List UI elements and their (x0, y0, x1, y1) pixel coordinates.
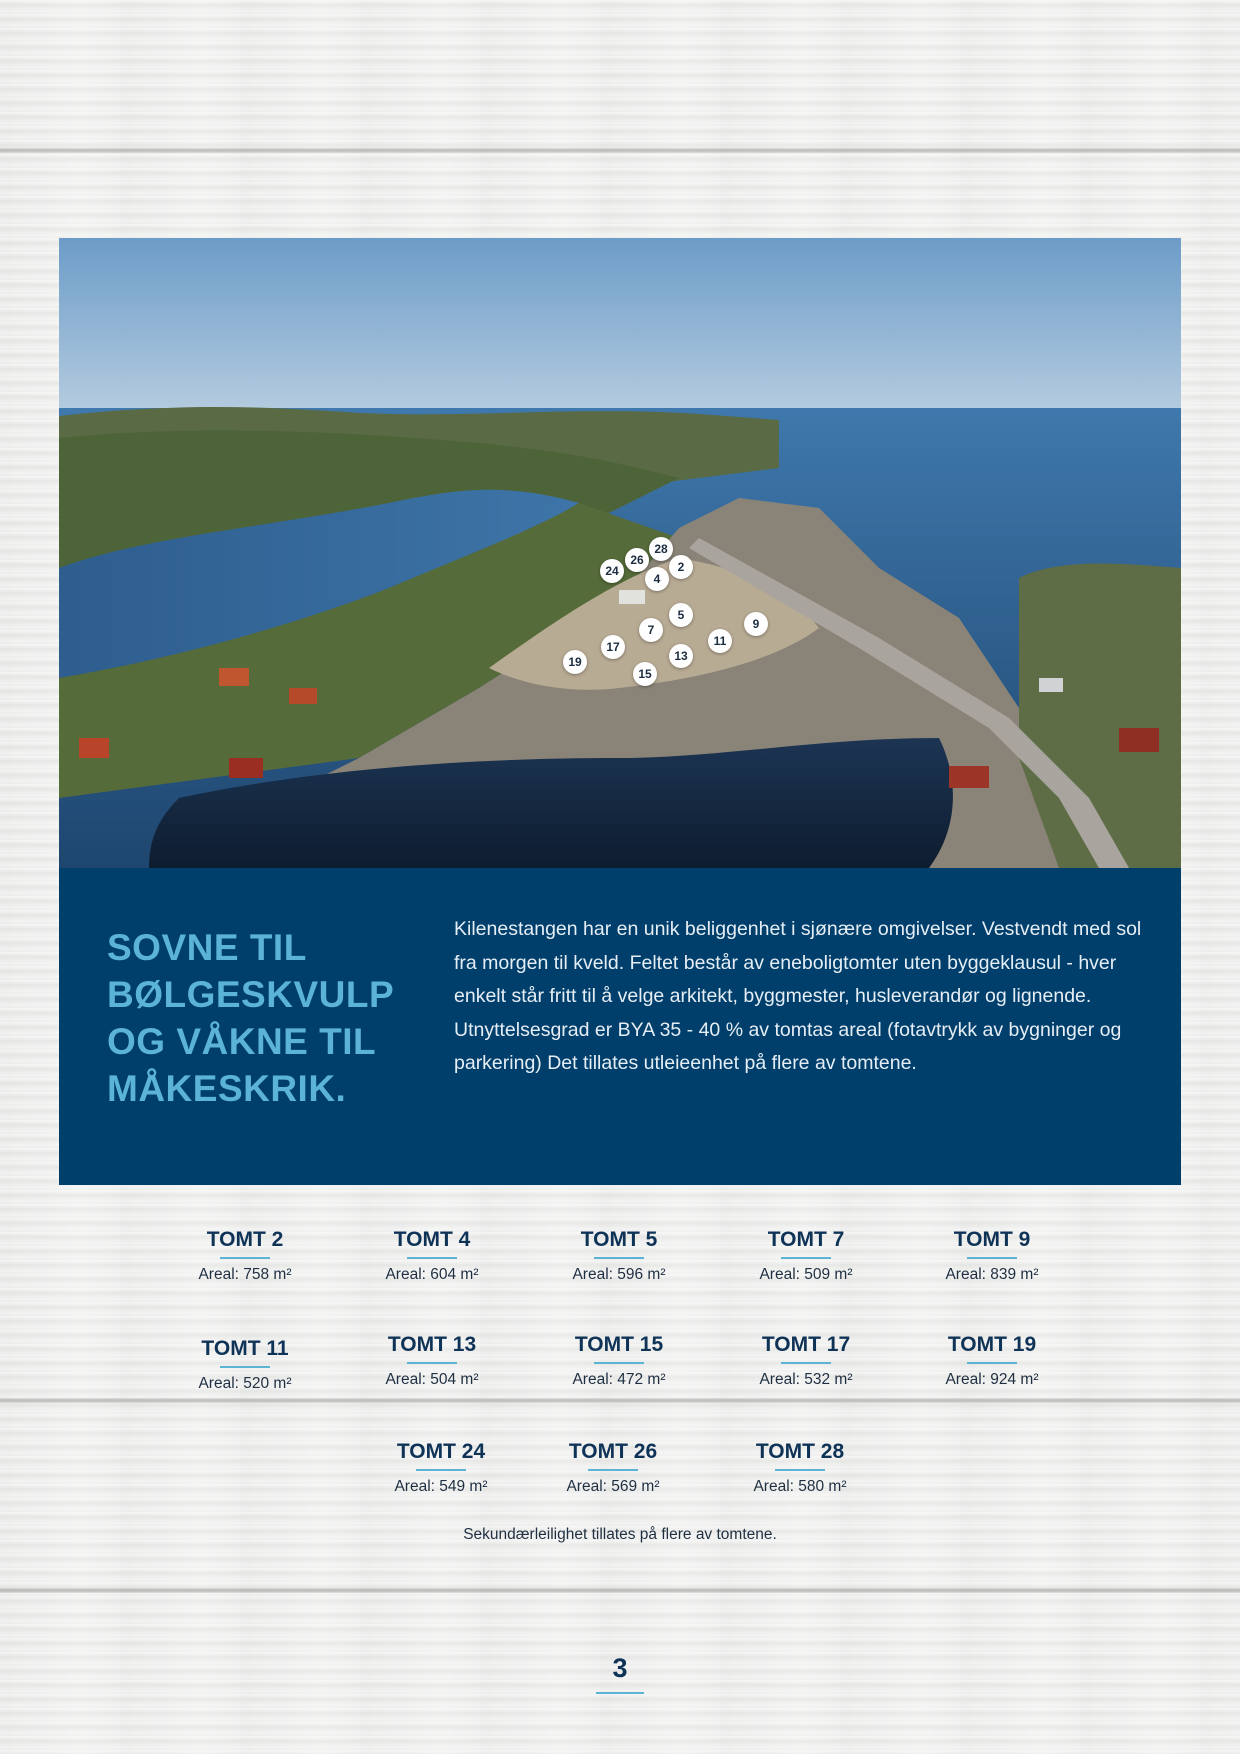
lot-title: TOMT 4 (393, 1228, 471, 1251)
lot-title: TOMT 13 (387, 1333, 477, 1356)
lot-area: Areal: 532 m² (759, 1371, 853, 1388)
plank-seam (0, 1588, 1240, 1593)
lot-area: Areal: 520 m² (198, 1375, 292, 1392)
lot-area: Areal: 604 m² (385, 1266, 479, 1283)
lot-underline (781, 1362, 831, 1364)
plank-seam (0, 148, 1240, 153)
description-text: Kilenestangen har en unik beliggenhet i sjønære omgivelser. Vestvendt med sol fra morgen til kveld. Feltet består av eneboligtomter uten byggeklausul - hver enkelt står fritt til å velge arkitekt, byggmester, husleverandør og lignende. Utnyttelsesgrad er BYA 35 - 40 % av tomtas areal (fotavtrykk av bygninger og parkering) Det tillates utleieenhet på flere av tomtene. (454, 918, 1142, 1074)
lot-item (346, 1439, 536, 1497)
lot-title: TOMT 9 (953, 1228, 1031, 1251)
lot-title: TOMT 15 (574, 1333, 664, 1356)
lot-underline (407, 1257, 457, 1259)
lot-item (524, 1227, 714, 1285)
lot-area: Areal: 569 m² (566, 1478, 660, 1495)
lot-area: Areal: 924 m² (945, 1371, 1039, 1388)
lot-item (897, 1227, 1087, 1285)
lot-item (705, 1439, 895, 1497)
lot-area: Areal: 839 m² (945, 1266, 1039, 1283)
marker-17: 17 (601, 635, 625, 659)
marker-13: 13 (669, 644, 693, 668)
marker-11: 11 (708, 629, 732, 653)
marker-15: 15 (633, 662, 657, 686)
lot-item (518, 1439, 708, 1497)
lot-title: TOMT 26 (568, 1440, 658, 1463)
marker-5: 5 (669, 603, 693, 627)
lot-area: Areal: 509 m² (759, 1266, 853, 1283)
marker-9: 9 (744, 612, 768, 636)
aerial-photo (59, 238, 1181, 868)
lot-title: TOMT 24 (396, 1440, 486, 1463)
lot-item (337, 1332, 527, 1390)
lot-title: TOMT 11 (201, 1337, 289, 1360)
lot-item (711, 1227, 901, 1285)
info-panel (59, 868, 1181, 1185)
marker-26: 26 (625, 548, 649, 572)
marker-19: 19 (563, 650, 587, 674)
lot-underline (220, 1257, 270, 1259)
lot-item (711, 1332, 901, 1390)
footnote: Sekundærleilighet tillates på flere av tomtene. (463, 1526, 777, 1543)
lot-title: TOMT 17 (761, 1333, 851, 1356)
lot-underline (775, 1469, 825, 1471)
lot-underline (594, 1362, 644, 1364)
marker-24: 24 (600, 559, 624, 583)
lot-underline (967, 1257, 1017, 1259)
marker-2: 2 (669, 555, 693, 579)
lot-underline (588, 1469, 638, 1471)
marker-4: 4 (645, 567, 669, 591)
lot-underline (416, 1469, 466, 1471)
lot-area: Areal: 596 m² (572, 1266, 666, 1283)
lot-title: TOMT 28 (755, 1440, 845, 1463)
lot-area: Areal: 580 m² (753, 1478, 847, 1495)
lot-title: TOMT 5 (580, 1228, 658, 1251)
lot-title: TOMT 2 (206, 1228, 284, 1251)
lot-area: Areal: 758 m² (198, 1266, 292, 1283)
lot-item (337, 1227, 527, 1285)
lot-underline (220, 1366, 270, 1368)
lot-underline (967, 1362, 1017, 1364)
lot-area: Areal: 504 m² (385, 1371, 479, 1388)
lot-item (524, 1332, 714, 1390)
lot-area: Areal: 549 m² (394, 1478, 488, 1495)
lot-title: TOMT 7 (767, 1228, 845, 1251)
aerial-photo-illustration (59, 238, 1181, 868)
lot-area: Areal: 472 m² (572, 1371, 666, 1388)
lot-underline (781, 1257, 831, 1259)
lot-item (150, 1336, 340, 1394)
lot-underline (407, 1362, 457, 1364)
page-number-underline (596, 1692, 644, 1694)
lot-item (897, 1332, 1087, 1390)
lot-title: TOMT 19 (947, 1333, 1037, 1356)
lot-item (150, 1227, 340, 1285)
page-number: 3 (612, 1653, 628, 1683)
marker-7: 7 (639, 618, 663, 642)
lot-underline (594, 1257, 644, 1259)
marker-28: 28 (649, 537, 673, 561)
plank-seam (0, 1398, 1240, 1403)
headline: SOVNE TIL BØLGESKVULP OG VÅKNE TIL MÅKESKRIK. (107, 927, 395, 1109)
